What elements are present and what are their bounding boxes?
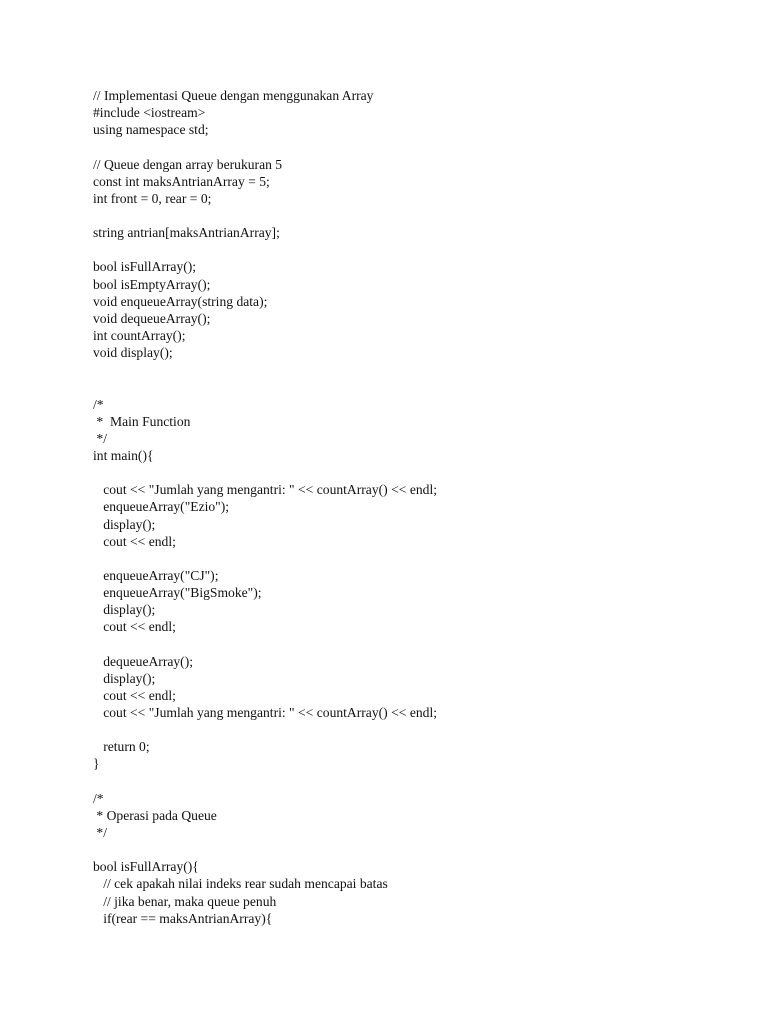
code-line: // Implementasi Queue dengan menggunakan Array xyxy=(93,88,374,103)
code-line: cout << endl; xyxy=(93,687,176,703)
code-line: display(); xyxy=(93,670,156,686)
code-line xyxy=(93,241,733,258)
code-line: void dequeueArray(); xyxy=(93,310,211,326)
code-line xyxy=(93,636,733,653)
code-line: */ xyxy=(93,430,107,446)
code-line: enqueueArray("Ezio"); xyxy=(93,499,230,515)
code-line: bool isFullArray(){ xyxy=(93,859,199,875)
code-line xyxy=(93,773,733,790)
code-line: * Operasi pada Queue xyxy=(93,807,217,823)
code-line: * Main Function xyxy=(93,413,191,429)
code-line: // jika benar, maka queue penuh xyxy=(93,893,277,909)
code-line: display(); xyxy=(93,516,156,532)
code-line: /* xyxy=(93,790,104,806)
code-line: dequeueArray(); xyxy=(93,653,194,669)
code-line: #include <iostream> xyxy=(93,105,206,121)
code-line: int countArray(); xyxy=(93,327,186,343)
code-line: } xyxy=(93,756,100,772)
code-line: if(rear == maksAntrianArray){ xyxy=(93,910,273,926)
code-line: // cek apakah nilai indeks rear sudah mencapai batas xyxy=(93,876,388,892)
code-line: */ xyxy=(93,825,107,841)
code-line xyxy=(93,464,733,481)
code-line: string antrian[maksAntrianArray]; xyxy=(93,225,280,241)
code-line: void display(); xyxy=(93,345,173,361)
code-line: cout << "Jumlah yang mengantri: " << countArray() << endl; xyxy=(93,482,437,498)
code-line: display(); xyxy=(93,602,156,618)
code-line xyxy=(93,207,733,224)
code-line: cout << endl; xyxy=(93,619,176,635)
code-line xyxy=(93,138,733,155)
code-line: using namespace std; xyxy=(93,122,209,138)
code-line: int main(){ xyxy=(93,447,154,463)
code-line: const int maksAntrianArray = 5; xyxy=(93,173,270,189)
code-line: enqueueArray("CJ"); xyxy=(93,567,219,583)
code-line: cout << endl; xyxy=(93,533,176,549)
code-line xyxy=(93,721,733,738)
code-line xyxy=(93,841,733,858)
code-line: // Queue dengan array berukuran 5 xyxy=(93,156,283,172)
code-line: void enqueueArray(string data); xyxy=(93,293,268,309)
code-line xyxy=(93,550,733,567)
code-line: return 0; xyxy=(93,739,150,755)
code-line: enqueueArray("BigSmoke"); xyxy=(93,585,262,601)
code-line: /* xyxy=(93,396,104,412)
code-line: bool isEmptyArray(); xyxy=(93,276,211,292)
code-listing xyxy=(93,87,733,927)
code-line: bool isFullArray(); xyxy=(93,259,197,275)
code-line: cout << "Jumlah yang mengantri: " << countArray() << endl; xyxy=(93,705,437,721)
code-line xyxy=(93,361,733,378)
code-line xyxy=(93,378,733,395)
code-line: int front = 0, rear = 0; xyxy=(93,190,212,206)
